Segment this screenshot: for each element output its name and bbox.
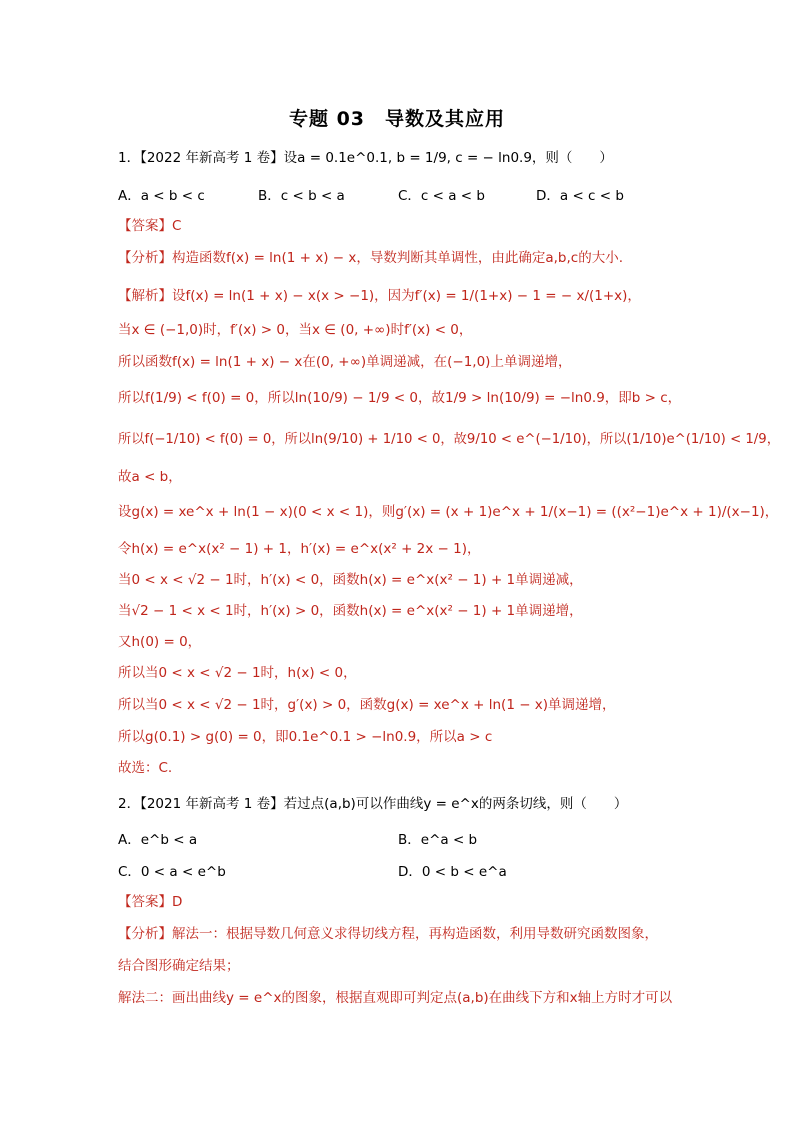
q1-solution-line: 所以g(0.1) > g(0) = 0，即0.1e^0.1 > −ln0.9，所以a > c [118, 729, 493, 745]
q1-option-c: C．c < a < b [398, 188, 485, 204]
q1-solution-line: 当0 < x < √2 − 1时，h′(x) < 0，函数h(x) = e^x(x² − 1) + 1单调递减， [118, 572, 583, 588]
q1-solution-line: 设g(x) = xe^x + ln(1 − x)(0 < x < 1)，则g′(x) = (x + 1)e^x + 1/(x−1) = ((x²−1)e^x + 1)/(x−1)， [118, 504, 779, 520]
q1-solution-line: 【解析】设f(x) = ln(1 + x) − x(x > −1)，因为f′(x) = 1/(1+x) − 1 = − x/(1+x)， [118, 288, 641, 304]
q1-solution-line: 所以f(−1/10) < f(0) = 0，所以ln(9/10) + 1/10 < 0，故9/10 < e^(−1/10)，所以(1/10)e^(1/10) < 1/9， [118, 432, 780, 447]
q1-solution-line: 又h(0) = 0， [118, 634, 202, 650]
q2-option-a: A．e^b < a [118, 832, 198, 848]
q1-solution-line: 当√2 − 1 < x < 1时，h′(x) > 0，函数h(x) = e^x(x² − 1) + 1单调递增， [118, 603, 583, 619]
q1-answer: 【答案】C [118, 218, 182, 234]
q1-stem: 1．【2022 年新高考 1 卷】设a = 0.1e^0.1, b = 1/9, c = − ln0.9，则（ ） [118, 150, 613, 166]
q1-solution-line: 故选：C. [118, 760, 173, 776]
q1-solution-line: 故a < b， [118, 469, 182, 485]
q1-solution-line: 令h(x) = e^x(x² − 1) + 1，h′(x) = e^x(x² + 2x − 1)， [118, 541, 481, 557]
q1-analysis: 【分析】构造函数f(x) = ln(1 + x) − x，导数判断其单调性，由此确定a,b,c的大小. [118, 250, 624, 266]
q2-option-b: B．e^a < b [398, 832, 478, 848]
q2-analysis-line: 【分析】解法一：根据导数几何意义求得切线方程，再构造函数，利用导数研究函数图象， [118, 926, 658, 942]
q2-option-c: C．0 < a < e^b [118, 864, 226, 880]
q1-solution-line: 所以当0 < x < √2 − 1时，g′(x) > 0，函数g(x) = xe^x + ln(1 − x)单调递增， [118, 697, 616, 713]
q2-analysis-line: 解法二：画出曲线y = e^x的图象，根据直观即可判定点(a,b)在曲线下方和x轴上方时才可以 [118, 990, 673, 1006]
q2-stem: 2．【2021 年新高考 1 卷】若过点(a,b)可以作曲线y = e^x的两条切线，则（ ） [118, 796, 628, 812]
q1-solution-line: 当x ∈ (−1,0)时，f′(x) > 0，当x ∈ (0, +∞)时f′(x) < 0， [118, 322, 473, 338]
page-title: 专题 03 导数及其应用 [288, 108, 506, 130]
q1-option-d: D．a < c < b [536, 188, 624, 204]
q2-option-d: D．0 < b < e^a [398, 864, 507, 880]
q1-solution-line: 所以当0 < x < √2 − 1时，h(x) < 0， [118, 665, 357, 681]
q1-option-b: B．c < b < a [258, 188, 345, 204]
q2-answer: 【答案】D [118, 894, 183, 910]
q1-option-a: A．a < b < c [118, 188, 205, 204]
q1-solution-line: 所以函数f(x) = ln(1 + x) − x在(0, +∞)单调递减，在(−1,0)上单调递增， [118, 354, 572, 370]
q1-solution-line: 所以f(1/9) < f(0) = 0，所以ln(10/9) − 1/9 < 0，故1/9 > ln(10/9) = −ln0.9，即b > c， [118, 390, 682, 406]
q2-analysis-line: 结合图形确定结果； [118, 958, 240, 974]
